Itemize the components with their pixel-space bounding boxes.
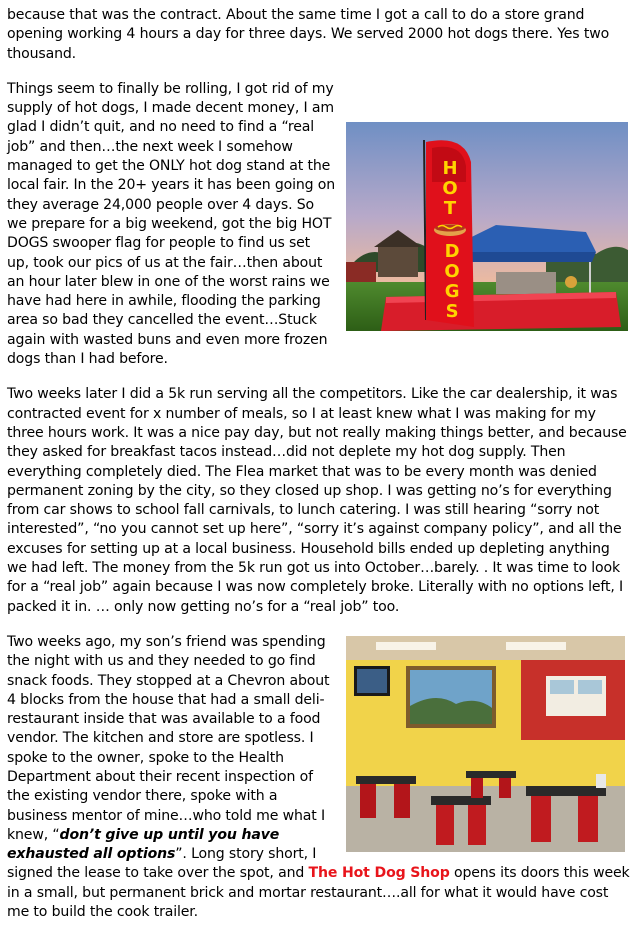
paragraph-fair: H O T D O G S Things seem to finally be rolling, I got rid of my supply of hot dogs, I made decent money, I am glad I didn’t quit, and no need to find a “real job” and then…the next week I somehow managed to get the ONLY hot dog stand at the local fair. In the 20+ years it has been going on they average 24,000 people over 4 days. So we prepare for a big weekend, got the big HOT DOGS swooper flag for people to find us set up, took our pics of us at the fair…then about an hour later blew in one of the worst rains we have had here in awhile, flooding the parking area so bad they cancelled the event…Stuck again with wasted buns and even more frozen dogs than I had before. — [7, 80, 631, 369]
shop-name: The Hot Dog Shop — [308, 865, 450, 882]
hot-dog-stand-photo — [346, 122, 628, 331]
restaurant-interior-photo — [346, 636, 625, 852]
svg-text:O: O — [444, 260, 460, 282]
document-page — [7, 6, 631, 938]
svg-text:O: O — [442, 177, 458, 199]
svg-text:G: G — [444, 280, 460, 302]
mentor-quote: don’t give up until you have exhausted all options — [7, 826, 280, 863]
svg-text:H: H — [442, 157, 458, 179]
svg-text:S: S — [445, 300, 459, 322]
svg-text:T: T — [443, 197, 457, 219]
paragraph-5k-run: Two weeks later I did a 5k run serving all the competitors. Like the car dealership, it was contracted event for x number of meals, so I at least knew what I was making for my three hours work. It was a nice pay day, but not really making things better, and because they asked for breakfast tacos instead…did not deplete my hot dog supply. Then everything completely died. The Flea market that was to be every month was denied permanent zoning by the city, so they closed up shop. I was getting no’s for everything from car shows to school fall carnivals, to lunch catering. I was still hearing “sorry not interested”, “no you cannot set up here”, “sorry it’s against company policy”, and all the excuses for setting up at a local business. Household bills ended up depleting anything we had left. The money from the 5k run got us into October…barely. . It was time to look for a “real job” again because I was now completely broke. Literally with no options left, I packed it in. … only now getting no’s for a “real job” too. — [7, 386, 627, 615]
svg-text:D: D — [444, 240, 460, 262]
paragraph-grand-opening: because that was the contract. About the same time I got a call to do a store grand opening working 4 hours a day for three days. We served 2000 hot dogs there. Yes two thousand. — [7, 7, 610, 62]
paragraph-restaurant: Two weeks ago, my son’s friend was spending the night with us and they needed to go find snack foods. They stopped at a Chevron about 4 blocks from the house that had a small deli-restaurant inside that was available to a food vendor. The kitchen and store are spotless. I spoke to the owner, spoke to the Health Department about their recent inspection of the existing vendor there, spoke with a business mentor of mine…who told me what I knew, “don’t give up until you have exhausted all options”. Long story short, I signed the lease to take over the spot, and The Hot Dog Shop opens its doors this week in a small, but permanent brick and mortar restaurant….all for what it would have cost me to build the cook trailer. — [7, 633, 630, 921]
